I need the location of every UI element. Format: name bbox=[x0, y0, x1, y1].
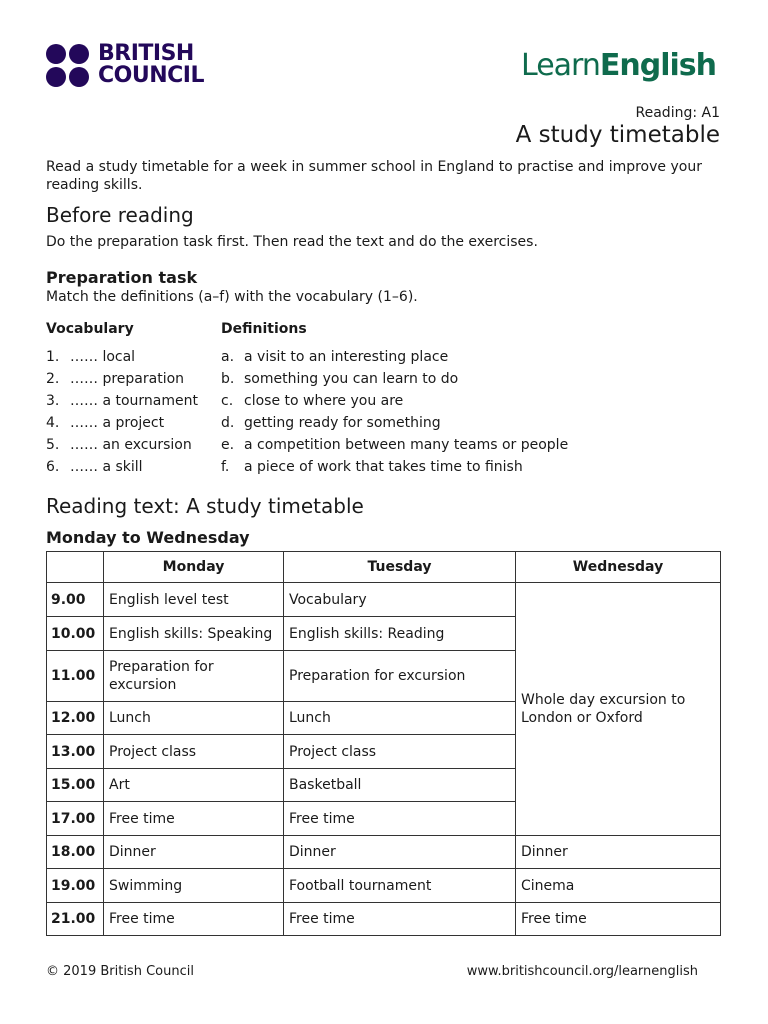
table-cell: Project class bbox=[284, 735, 516, 769]
table-cell: Swimming bbox=[104, 869, 284, 903]
before-reading-heading: Before reading bbox=[46, 203, 194, 227]
logo-line-1: BRITISH bbox=[98, 41, 194, 66]
table-cell: Preparation for excursion bbox=[104, 651, 284, 702]
time-cell: 12.00 bbox=[47, 702, 104, 735]
time-cell: 11.00 bbox=[47, 651, 104, 702]
reading-subheading: Monday to Wednesday bbox=[46, 528, 250, 547]
table-cell: Free time bbox=[104, 802, 284, 836]
table-row bbox=[47, 836, 721, 869]
table-header-row bbox=[47, 552, 721, 583]
header-cell: Monday bbox=[104, 552, 284, 583]
definitions-heading: Definitions bbox=[221, 321, 307, 337]
table-cell: Basketball bbox=[284, 769, 516, 802]
list-item: a. a visit to an interesting place bbox=[221, 349, 449, 365]
logo-dots-icon bbox=[46, 44, 89, 87]
learn-word: Learn bbox=[521, 48, 600, 83]
list-item: 5. …… an excursion bbox=[46, 437, 192, 453]
preparation-heading: Preparation task bbox=[46, 268, 198, 287]
list-item: 3. …… a tournament bbox=[46, 393, 198, 409]
learnenglish-logo bbox=[521, 48, 716, 83]
table-cell: Cinema bbox=[516, 869, 721, 903]
time-cell: 10.00 bbox=[47, 617, 104, 651]
preparation-instruction: Match the definitions (a–f) with the vocabulary (1–6). bbox=[46, 289, 418, 305]
table-cell: Free time bbox=[284, 903, 516, 936]
header-cell: Tuesday bbox=[284, 552, 516, 583]
table-cell: Free time bbox=[284, 802, 516, 836]
time-cell: 13.00 bbox=[47, 735, 104, 769]
table-cell: English skills: Reading bbox=[284, 617, 516, 651]
header-cell: Wednesday bbox=[516, 552, 721, 583]
table-cell: Art bbox=[104, 769, 284, 802]
table-cell: Lunch bbox=[104, 702, 284, 735]
header-cell bbox=[47, 552, 104, 583]
table-cell: English level test bbox=[104, 583, 284, 617]
table-row bbox=[47, 583, 721, 617]
time-cell: 15.00 bbox=[47, 769, 104, 802]
table-cell: Dinner bbox=[284, 836, 516, 869]
definitions-list bbox=[221, 346, 568, 478]
list-item: f. a piece of work that takes time to finish bbox=[221, 459, 523, 475]
list-item: c. close to where you are bbox=[221, 393, 404, 409]
list-item: 6. …… a skill bbox=[46, 459, 143, 475]
table-row bbox=[47, 869, 721, 903]
reading-text-heading: Reading text: A study timetable bbox=[46, 494, 364, 518]
table-cell: Free time bbox=[104, 903, 284, 936]
logo-text bbox=[98, 43, 204, 87]
logo-line-2: COUNCIL bbox=[98, 63, 204, 88]
list-item: e. a competition between many teams or people bbox=[221, 437, 569, 453]
british-council-logo bbox=[46, 43, 204, 87]
table-cell: Lunch bbox=[284, 702, 516, 735]
intro-text: Read a study timetable for a week in summer school in England to practise and improve your reading skills. bbox=[46, 159, 702, 193]
list-item: 4. …… a project bbox=[46, 415, 165, 431]
page-title: A study timetable bbox=[515, 122, 720, 148]
footer-url[interactable]: www.britishcouncil.org/learnenglish bbox=[466, 964, 698, 979]
vocabulary-list bbox=[46, 346, 198, 478]
table-cell: Vocabulary bbox=[284, 583, 516, 617]
time-cell: 21.00 bbox=[47, 903, 104, 936]
table-cell: Dinner bbox=[516, 836, 721, 869]
list-item: 1. …… local bbox=[46, 349, 136, 365]
time-cell: 19.00 bbox=[47, 869, 104, 903]
table-cell: Project class bbox=[104, 735, 284, 769]
level-label: Reading: A1 bbox=[635, 105, 720, 121]
time-cell: 18.00 bbox=[47, 836, 104, 869]
table-cell: Preparation for excursion bbox=[284, 651, 516, 702]
table-cell: Football tournament bbox=[284, 869, 516, 903]
wednesday-excursion-cell: Whole day excursion to London or Oxford bbox=[516, 583, 721, 836]
before-reading-text: Do the preparation task first. Then read the text and do the exercises. bbox=[46, 234, 538, 250]
english-word: English bbox=[599, 48, 716, 83]
table-row bbox=[47, 903, 721, 936]
table-cell: Dinner bbox=[104, 836, 284, 869]
list-item: b. something you can learn to do bbox=[221, 371, 459, 387]
time-cell: 9.00 bbox=[47, 583, 104, 617]
table-cell: Free time bbox=[516, 903, 721, 936]
vocabulary-heading: Vocabulary bbox=[46, 321, 134, 337]
time-cell: 17.00 bbox=[47, 802, 104, 836]
table-cell: English skills: Speaking bbox=[104, 617, 284, 651]
list-item: d. getting ready for something bbox=[221, 415, 441, 431]
footer-copyright: © 2019 British Council bbox=[46, 964, 194, 979]
timetable bbox=[46, 551, 721, 936]
list-item: 2. …… preparation bbox=[46, 371, 185, 387]
